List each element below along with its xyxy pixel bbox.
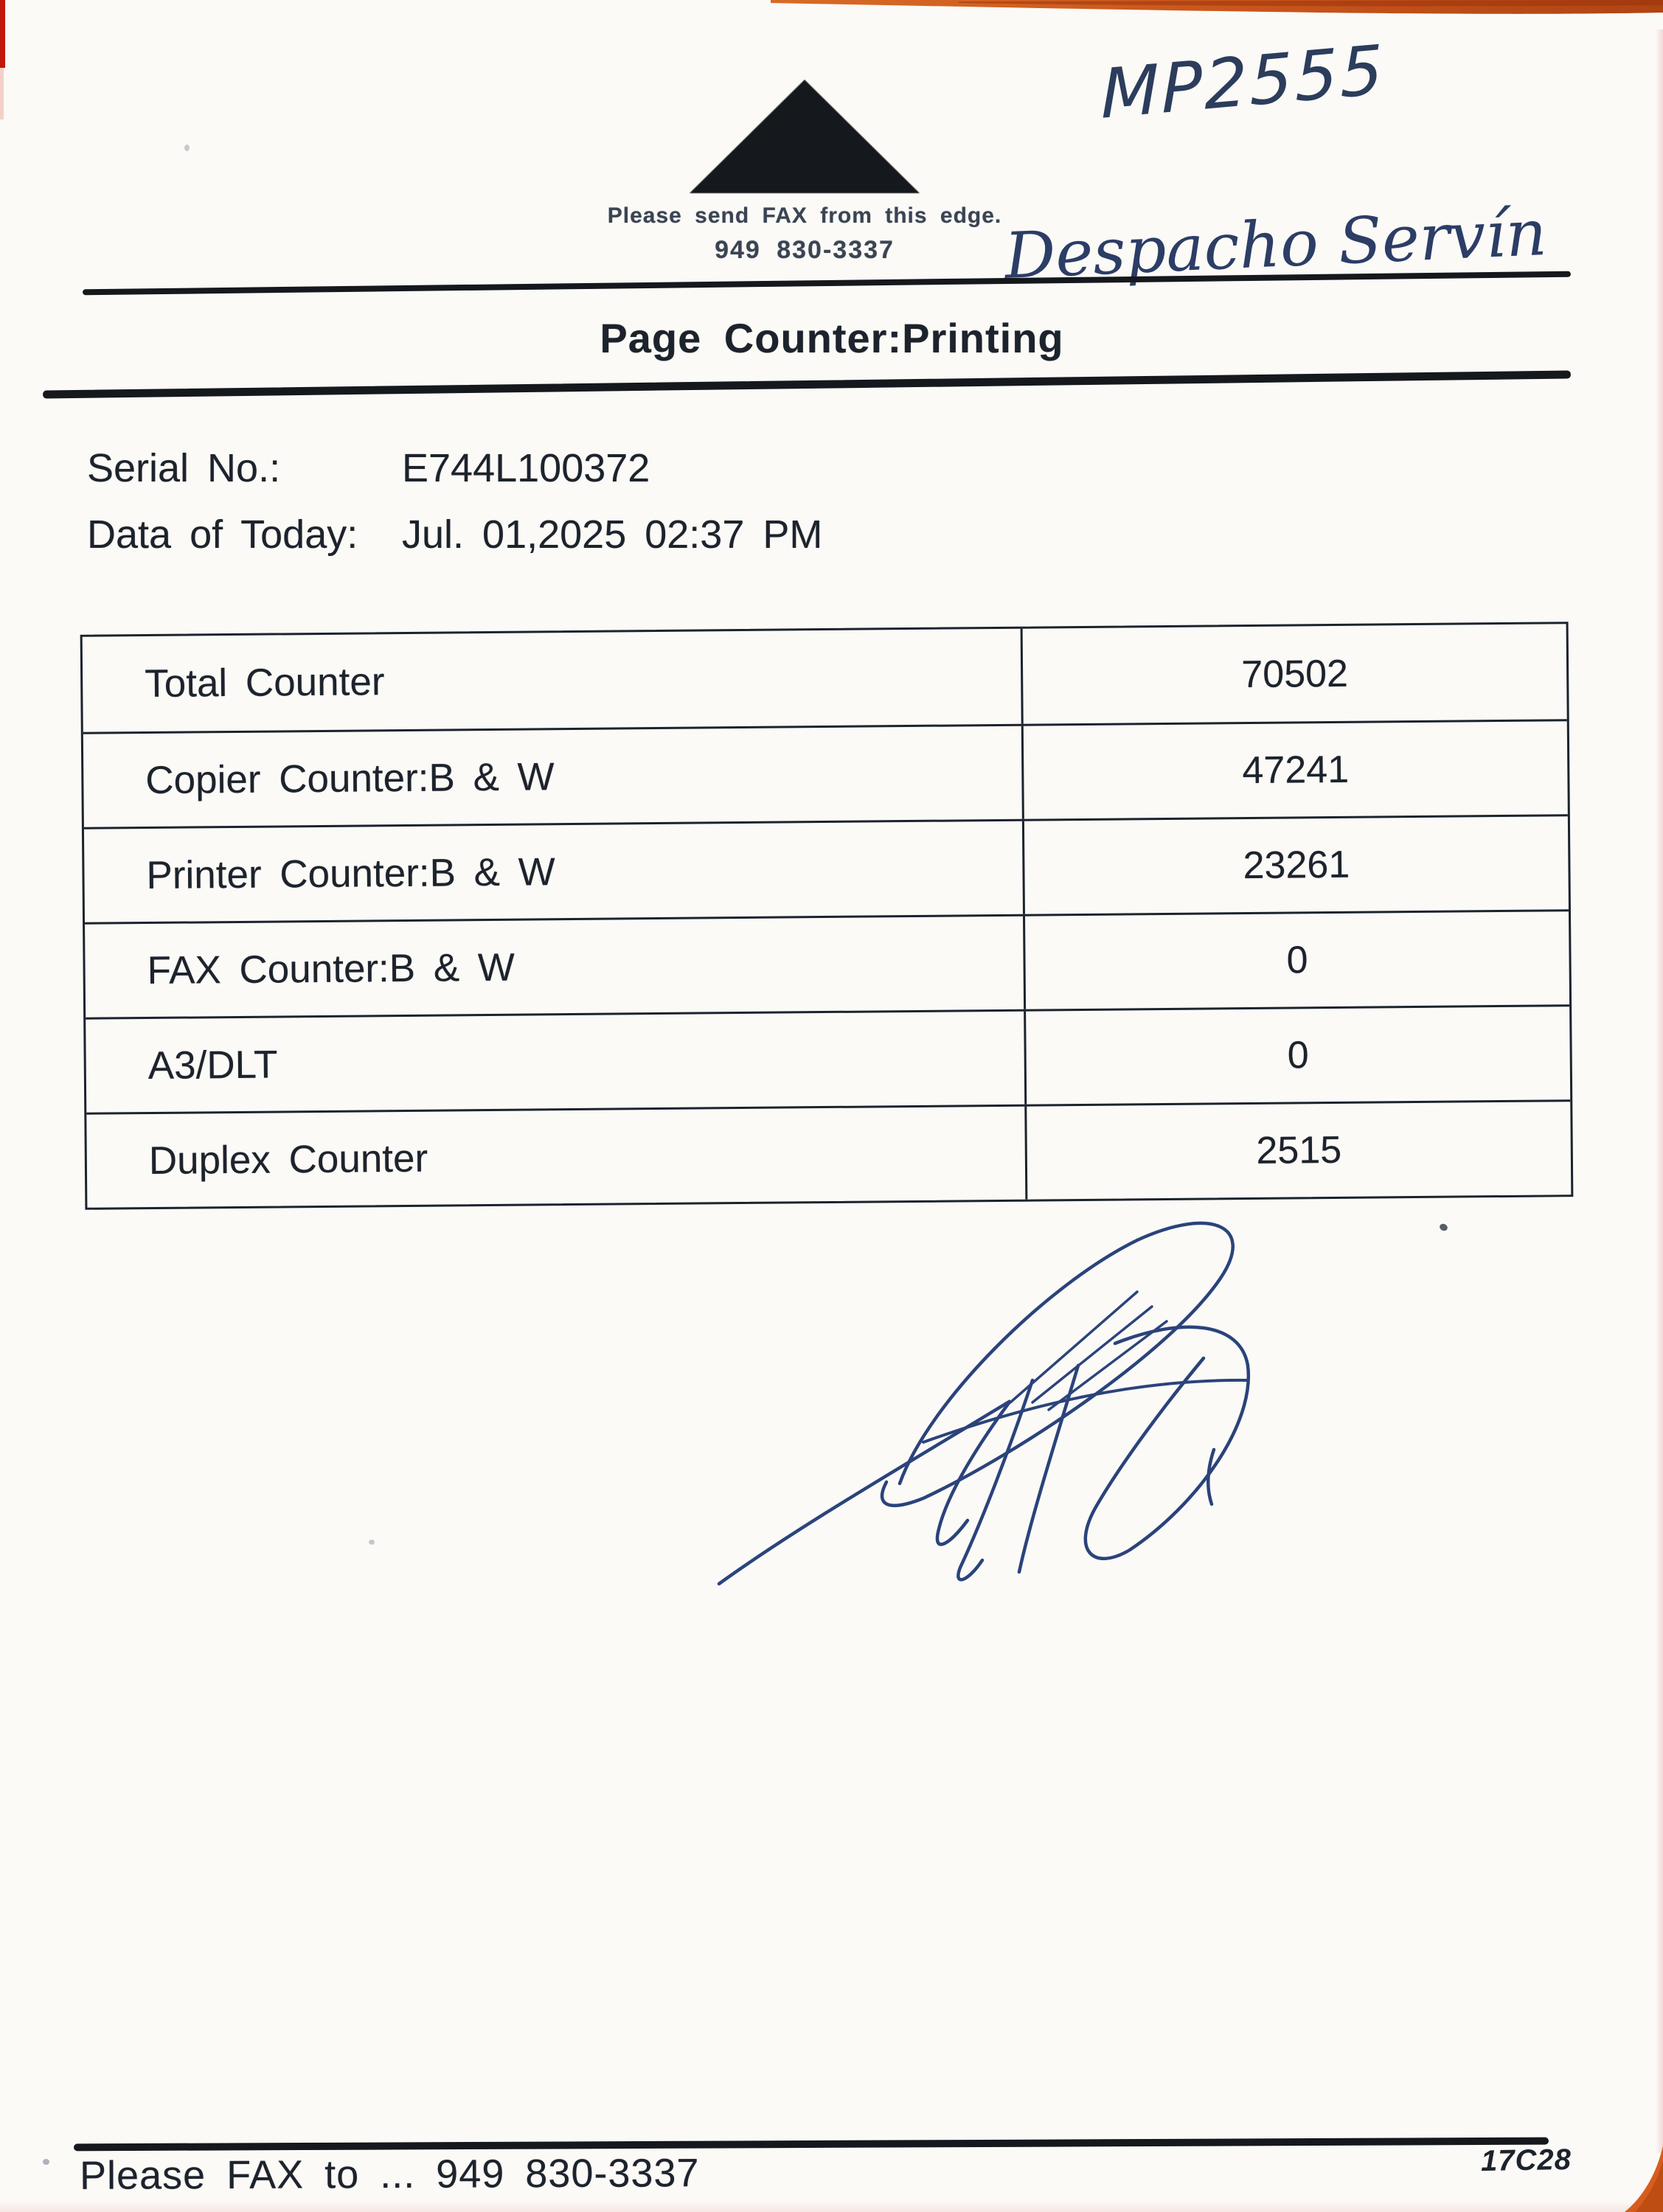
horizontal-rule-under-title — [43, 370, 1571, 398]
fax-edge-triangle-icon — [690, 80, 920, 193]
counter-value: 47241 — [1021, 721, 1568, 818]
page-title: Page Counter:Printing — [600, 315, 1064, 361]
handwritten-model-number: MP2555 — [1100, 30, 1386, 134]
footer-code: 17C28 — [1480, 2143, 1572, 2178]
date-label: Data of Today: — [87, 512, 358, 557]
scan-right-edge-tint — [1656, 29, 1663, 2153]
scan-left-edge-fade — [0, 68, 4, 119]
counter-value: 23261 — [1022, 816, 1569, 914]
horizontal-rule-bottom — [74, 2138, 1549, 2152]
fax-edge-instruction: Please send FAX from this edge. — [607, 204, 1002, 228]
counter-label: A3/DLT — [147, 1043, 278, 1088]
counter-label: Duplex Counter — [148, 1136, 428, 1183]
counter-label: Printer Counter:B & W — [146, 849, 556, 897]
paper-speck — [43, 2159, 49, 2165]
counter-value: 0 — [1023, 911, 1569, 1009]
page-counter-table — [80, 622, 1574, 1210]
counter-label: Total Counter — [144, 660, 385, 706]
scan-bottom-edge-tint — [0, 2200, 1663, 2212]
handwritten-recipient: Despacho Servín — [1003, 196, 1549, 293]
scan-top-orange-edge — [0, 0, 1663, 21]
date-row — [87, 512, 823, 557]
paper-speck — [184, 145, 190, 151]
counter-label: FAX Counter:B & W — [147, 945, 515, 992]
ink-speck — [1439, 1222, 1449, 1232]
counter-label: Copier Counter:B & W — [145, 754, 555, 802]
table-row — [86, 1004, 1570, 1113]
horizontal-rule-top — [83, 271, 1571, 296]
serial-number-label: Serial No.: — [87, 446, 281, 490]
handwritten-signature — [664, 1158, 1327, 1615]
table-row — [83, 719, 1568, 827]
table-row — [83, 624, 1567, 732]
fax-header-phone: 949 830-3337 — [715, 236, 895, 264]
serial-number-value: E744L100372 — [402, 446, 650, 490]
scan-left-red-edge — [0, 0, 5, 68]
date-value: Jul. 01,2025 02:37 PM — [402, 512, 823, 557]
counter-value: 2515 — [1024, 1102, 1571, 1199]
counter-value: 0 — [1024, 1006, 1570, 1104]
table-row — [84, 814, 1569, 922]
paper-speck — [369, 1540, 375, 1545]
table-row — [85, 909, 1569, 1018]
footer-fax-line: Please FAX to ... 949 830-3337 — [79, 2151, 700, 2198]
serial-number-row — [87, 445, 650, 491]
counter-value: 70502 — [1021, 624, 1567, 723]
